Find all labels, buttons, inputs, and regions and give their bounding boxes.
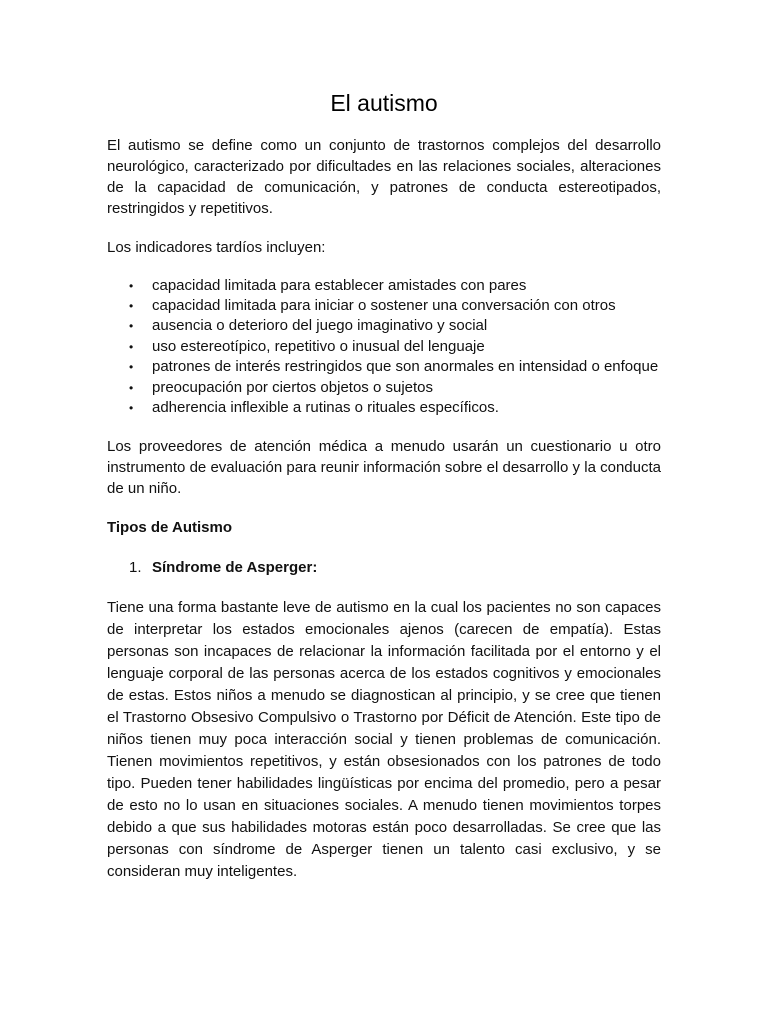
list-item-text: uso estereotípico, repetitivo o inusual del lenguaje bbox=[152, 337, 485, 355]
list-item bbox=[107, 398, 661, 418]
type-item-label: Síndrome de Asperger: bbox=[152, 559, 318, 577]
bullet-icon: • bbox=[129, 339, 134, 354]
list-item-text: preocupación por ciertos objetos o sujetos bbox=[152, 378, 434, 396]
list-item bbox=[107, 378, 661, 398]
list-item-text: patrones de interés restringidos que son anormales en intensidad o enfoque bbox=[152, 358, 659, 376]
asperger-paragraph: Tiene una forma bastante leve de autismo en la cual los pacientes no son capaces de interpretar los estados emocionales ajenos (carecen de empatía). Estas personas son incapaces de relacionar la información facilitada por el entorno y el lenguaje corporal de las personas acerca de los estados cognitivos y emocionales de estas. Estos niños a menudo se diagnostican al principio, y se cree que tienen el Trastorno Obsesivo Compulsivo o Trastorno por Déficit de Atención. Este tipo de niños tienen muy poca interacción social y tienen problemas de comunicación. Tienen movimientos repetitivos, y están obsesionados con los patrones de todo tipo. Pueden tener habilidades lingüísticas por encima del promedio, pero a pesar de esto no lo usan en situaciones sociales. A menudo tienen movimientos torpes debido a que sus habilidades motoras están poco desarrolladas. Se cree que las personas con síndrome de Asperger tienen un talento casi exclusivo, y se consideran muy inteligentes. bbox=[107, 599, 661, 881]
type-item-number: 1. bbox=[129, 559, 142, 577]
bullet-icon: • bbox=[129, 278, 134, 293]
list-item bbox=[107, 276, 661, 296]
bullet-icon: • bbox=[129, 299, 134, 313]
list-item-text: capacidad limitada para iniciar o sostener una conversación con otros bbox=[152, 297, 616, 314]
bullet-icon: • bbox=[129, 401, 134, 416]
list-item bbox=[107, 337, 661, 357]
types-list bbox=[107, 557, 661, 578]
list-item bbox=[107, 357, 661, 377]
list-item bbox=[107, 316, 661, 336]
bullet-icon: • bbox=[129, 319, 134, 334]
indicators-list bbox=[107, 276, 661, 419]
bullet-icon: • bbox=[129, 360, 134, 375]
types-heading: Tipos de Autismo bbox=[107, 519, 233, 537]
document-page bbox=[107, 90, 661, 883]
intro-paragraph: El autismo se define como un conjunto de trastornos complejos del desarrollo neurológico, caracterizado por dificultades en las relaciones sociales, alteraciones de la capacidad de comunicación, y patrones de conducta estereotipados, restringidos y repetitivos. bbox=[107, 136, 661, 217]
document-title: El autismo bbox=[330, 90, 438, 116]
bullet-icon: • bbox=[129, 380, 134, 395]
type-item bbox=[107, 557, 661, 578]
list-item-text: adherencia inflexible a rutinas o rituales específicos. bbox=[152, 399, 499, 417]
list-item-text: capacidad limitada para establecer amistades con pares bbox=[152, 276, 527, 294]
evaluation-paragraph: Los proveedores de atención médica a menudo usarán un cuestionario u otro instrumento de evaluación para reunir información sobre el desarrollo y la conducta de un niño. bbox=[107, 438, 661, 498]
list-item-text: ausencia o deterioro del juego imaginativo y social bbox=[152, 317, 488, 335]
indicators-lead: Los indicadores tardíos incluyen: bbox=[107, 238, 326, 256]
list-item bbox=[107, 296, 661, 316]
